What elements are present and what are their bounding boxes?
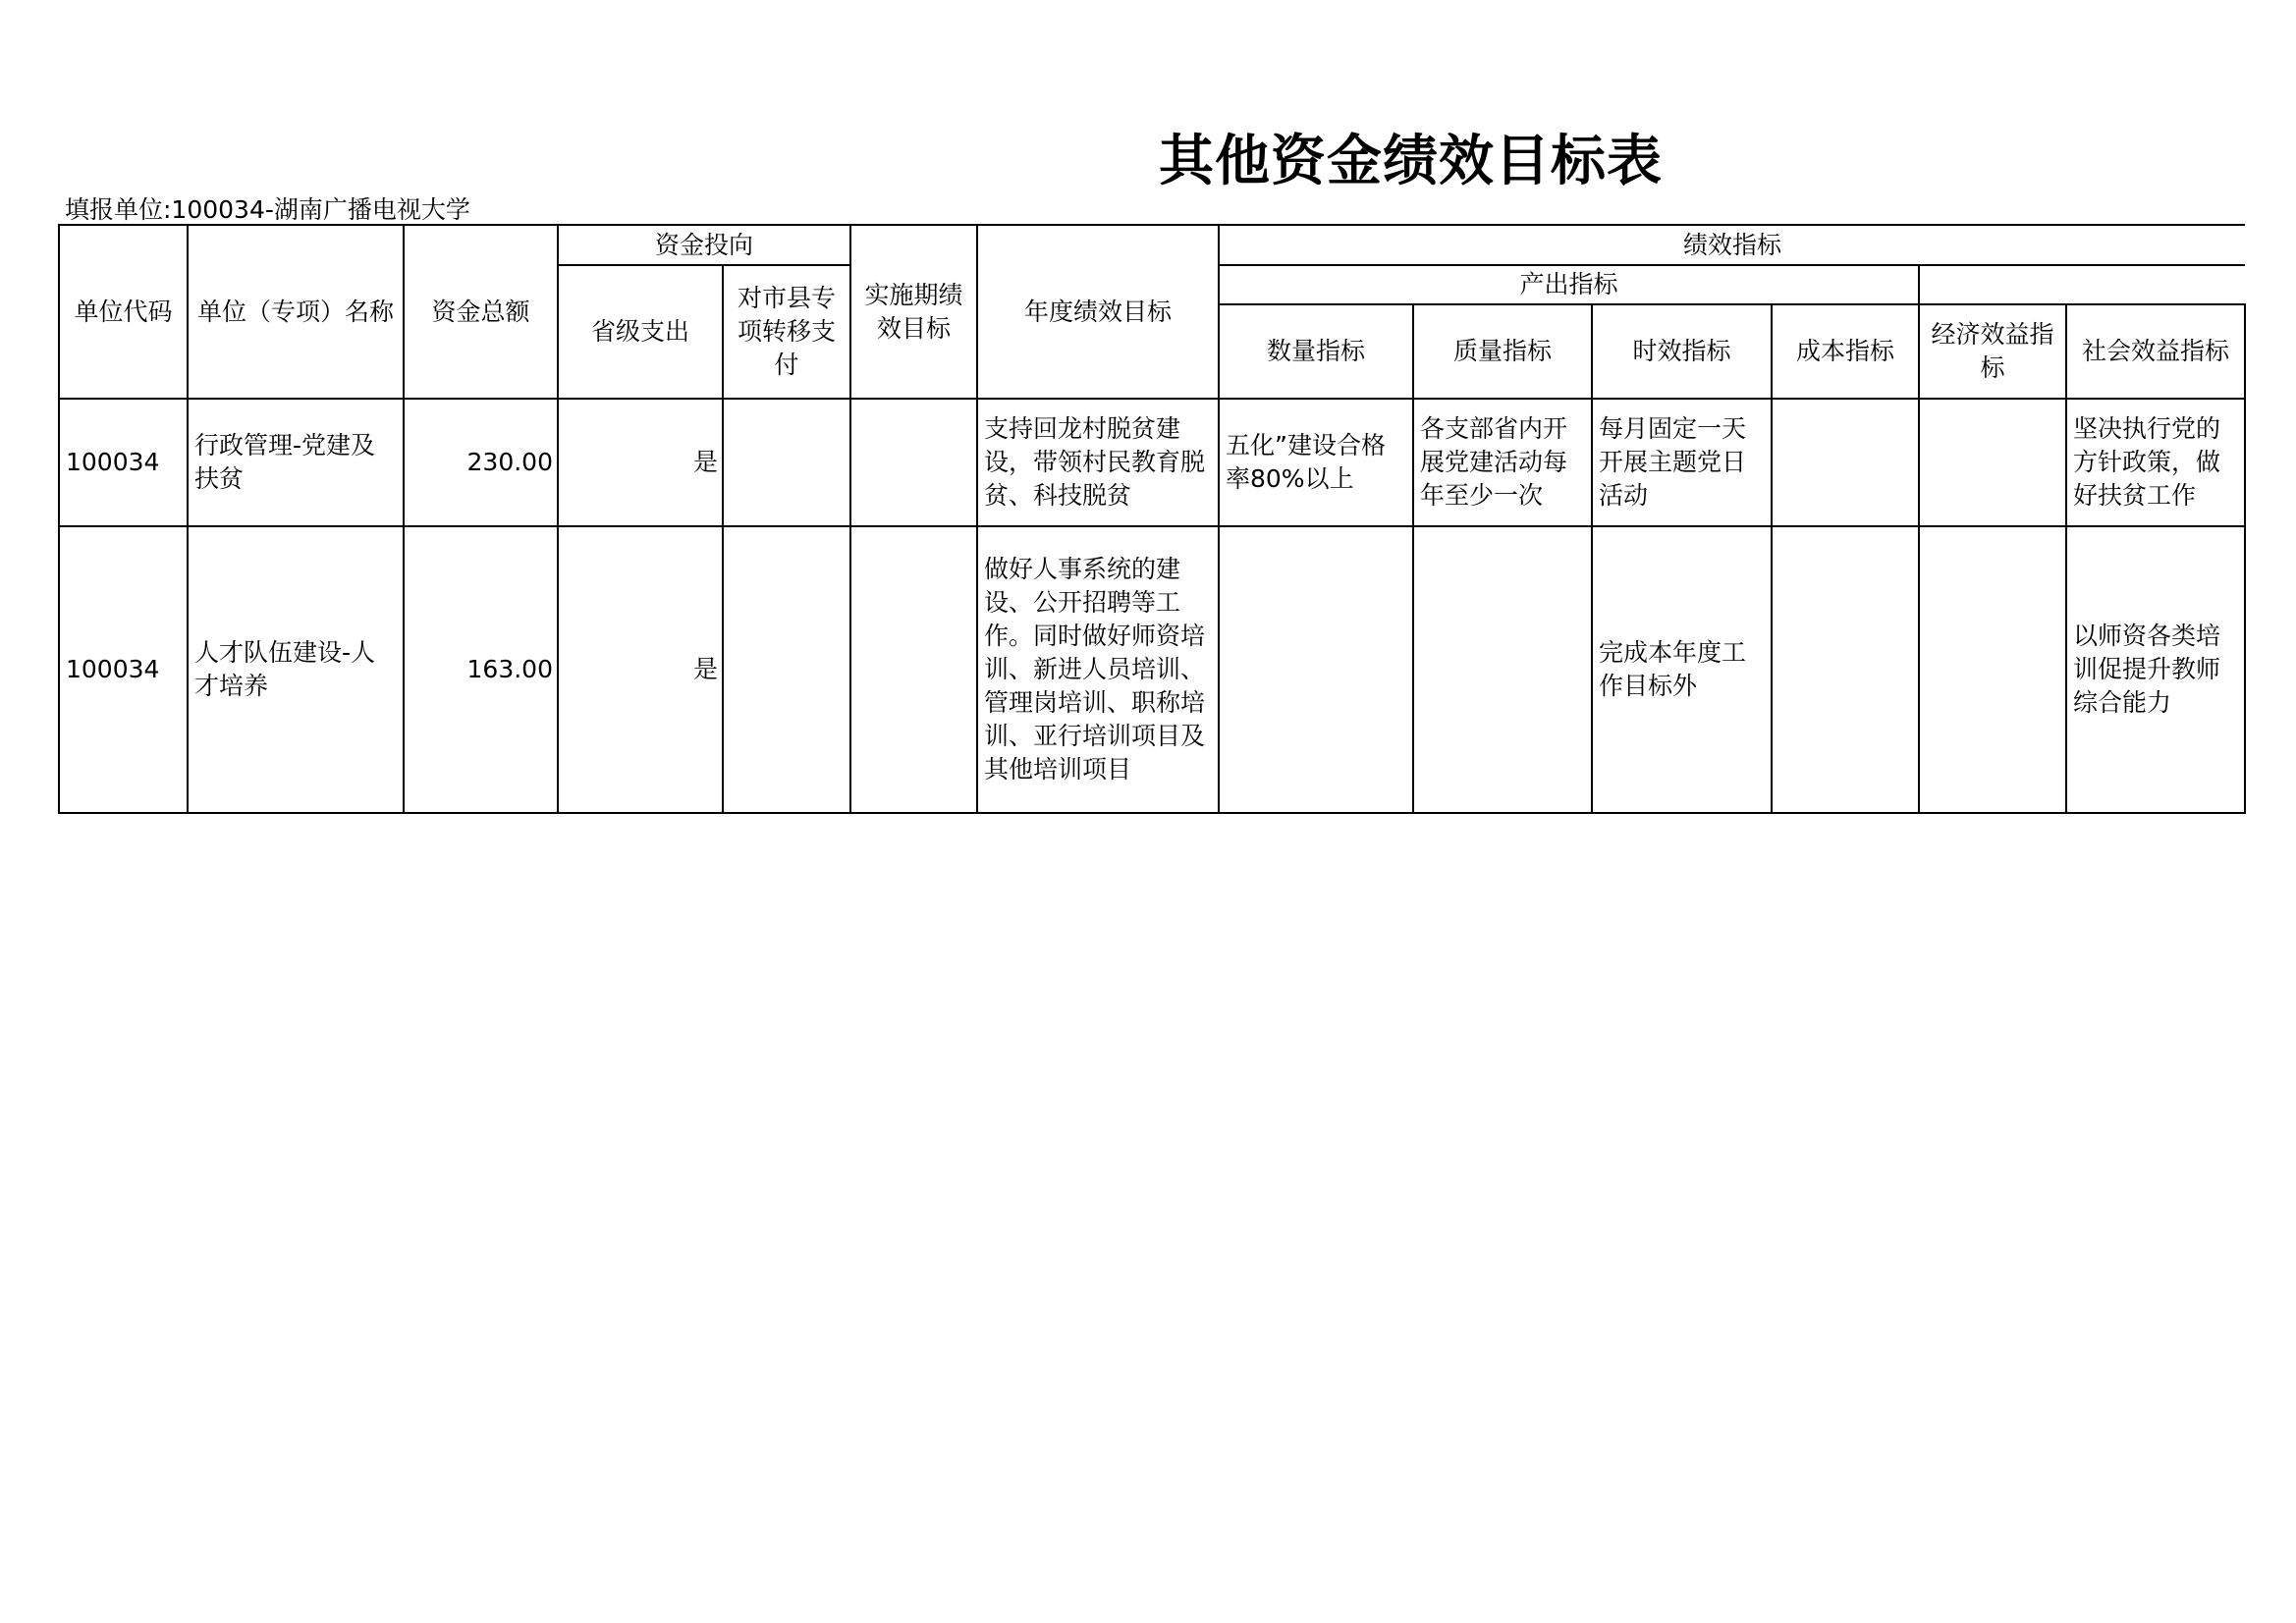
cell-annual-goal: 做好人事系统的建设、公开招聘等工作。同时做好师资培训、新进人员培训、管理岗培训、职称培训、亚行培训项目及其他培训项目 (977, 526, 1219, 813)
cell-code: 100034 (59, 399, 188, 526)
header-transfer: 对市县专项转移支付 (723, 265, 850, 399)
table-row (59, 526, 2245, 813)
cell-quality: 各支部省内开展党建活动每年至少一次 (1413, 399, 1592, 526)
cell-provincial: 是 (558, 399, 723, 526)
header-provincial: 省级支出 (558, 265, 723, 399)
cell-cost (1772, 526, 1919, 813)
reporting-unit: 填报单位:100034-湖南广播电视大学 (65, 195, 470, 224)
header-unit-name: 单位（专项）名称 (188, 225, 404, 399)
header-economic: 经济效益指标 (1919, 304, 2066, 399)
cell-cost (1772, 399, 1919, 526)
header-cost: 成本指标 (1772, 304, 1919, 399)
cell-economic (1919, 526, 2066, 813)
cell-provincial: 是 (558, 526, 723, 813)
header-performance: 绩效指标 (1219, 225, 2245, 265)
cell-timeliness: 每月固定一天开展主题党日活动 (1592, 399, 1772, 526)
header-total: 资金总额 (404, 225, 558, 399)
table-row (59, 399, 2245, 526)
header-annual-goal: 年度绩效目标 (977, 225, 1219, 399)
header-output: 产出指标 (1219, 265, 1919, 304)
cell-total: 163.00 (404, 526, 558, 813)
cell-transfer (723, 399, 850, 526)
cell-quality (1413, 526, 1592, 813)
cell-period-goal (850, 399, 977, 526)
cell-annual-goal: 支持回龙村脱贫建设，带领村民教育脱贫、科技脱贫 (977, 399, 1219, 526)
cell-name: 人才队伍建设-人才培养 (188, 526, 404, 813)
cell-timeliness: 完成本年度工作目标外 (1592, 526, 1772, 813)
header-unit-code: 单位代码 (59, 225, 188, 399)
cell-period-goal (850, 526, 977, 813)
header-quantity: 数量指标 (1219, 304, 1413, 399)
cell-quantity (1219, 526, 1413, 813)
header-timeliness: 时效指标 (1592, 304, 1772, 399)
cell-transfer (723, 526, 850, 813)
cell-social: 以师资各类培训促提升教师综合能力 (2066, 526, 2245, 813)
page-title: 其他资金绩效目标表 (1159, 130, 1663, 193)
header-period-goal: 实施期绩效目标 (850, 225, 977, 399)
cell-quantity: 五化”建设合格率80%以上 (1219, 399, 1413, 526)
cell-economic (1919, 399, 2066, 526)
header-quality: 质量指标 (1413, 304, 1592, 399)
cell-code: 100034 (59, 526, 188, 813)
cell-name: 行政管理-党建及扶贫 (188, 399, 404, 526)
header-direction: 资金投向 (558, 225, 850, 265)
header-benefit-blank (1919, 265, 2245, 304)
header-social: 社会效益指标 (2066, 304, 2245, 399)
cell-total: 230.00 (404, 399, 558, 526)
performance-table (58, 224, 2246, 814)
cell-social: 坚决执行党的方针政策，做好扶贫工作 (2066, 399, 2245, 526)
